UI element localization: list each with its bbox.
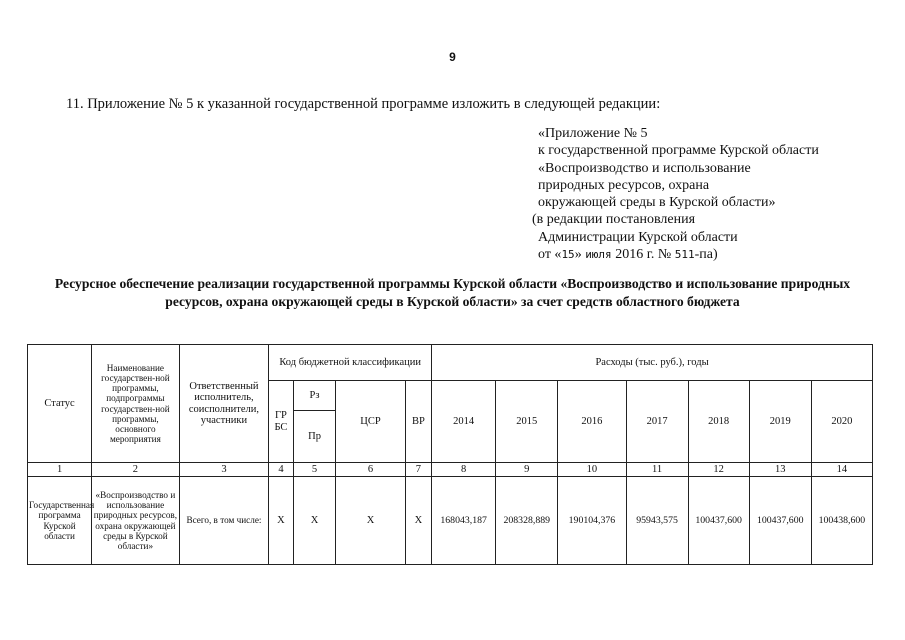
row-name: «Воспроизводство и использование природных ресурсов, охрана окружающей среды в Курской области» [92, 477, 180, 565]
header-year-2016: 2016 [558, 381, 626, 463]
date-mid: » [574, 247, 586, 263]
row-vr: Х [405, 477, 431, 565]
row-responsible: Всего, в том числе: [179, 477, 269, 565]
col-number: 4 [269, 463, 293, 477]
instruction-text: 11. Приложение № 5 к указанной государственной программе изложить в следующей редакции: [66, 96, 661, 112]
appendix-line-1: «Приложение № 5 [538, 126, 648, 141]
header-expenses: Расходы (тыс. руб.), годы [432, 345, 873, 381]
row-grbs: Х [269, 477, 293, 565]
resource-table [27, 344, 873, 565]
date-number: 511 [674, 248, 695, 262]
appendix-block [532, 125, 819, 263]
table-heading: Ресурсное обеспечение реализации государственной программы Курской области «Воспроизводство и использование природных ресурсов, охрана окружающей среды в Курской области» за счет средств областного бюджета [54, 276, 851, 309]
col-number: 12 [688, 463, 749, 477]
col-number: 3 [179, 463, 269, 477]
header-rz: Рз [293, 381, 336, 411]
header-year-2015: 2015 [496, 381, 558, 463]
row-value-2018: 100437,600 [688, 477, 749, 565]
header-grbs: ГР БС [269, 381, 293, 463]
col-number: 7 [405, 463, 431, 477]
date-prefix: от « [538, 247, 562, 263]
col-number: 10 [558, 463, 626, 477]
header-budget-code: Код бюджетной классификации [269, 345, 432, 381]
row-status: Государственная программа Курской области [28, 477, 92, 565]
row-value-2015: 208328,889 [496, 477, 558, 565]
header-year-2018: 2018 [688, 381, 749, 463]
col-number: 9 [496, 463, 558, 477]
row-rz-pr: Х [293, 477, 336, 565]
col-number: 8 [432, 463, 496, 477]
row-csr: Х [336, 477, 405, 565]
date-month: июля [585, 248, 612, 262]
page-number: 9 [449, 50, 456, 64]
header-year-2014: 2014 [432, 381, 496, 463]
col-number: 5 [293, 463, 336, 477]
header-responsible: Ответственный исполнитель, соисполнители, участники [179, 345, 269, 463]
col-number: 1 [28, 463, 92, 477]
date-year: 2016 г. № [611, 247, 675, 263]
header-vr: ВР [405, 381, 431, 463]
table-row [28, 477, 873, 565]
appendix-line-2: к государственной программе Курской области [538, 143, 819, 159]
appendix-date-line [532, 246, 819, 263]
appendix-line-7: Администрации Курской области [538, 229, 738, 245]
col-number: 14 [811, 463, 872, 477]
header-year-2019: 2019 [749, 381, 811, 463]
header-csr: ЦСР [336, 381, 405, 463]
header-year-2020: 2020 [811, 381, 872, 463]
appendix-line-3: «Воспроизводство и использование [538, 160, 751, 176]
row-value-2014: 168043,187 [432, 477, 496, 565]
row-value-2020: 100438,600 [811, 477, 872, 565]
date-suffix: -па) [694, 247, 718, 263]
col-number: 2 [92, 463, 180, 477]
appendix-line-4: природных ресурсов, охрана [538, 177, 710, 193]
col-number: 11 [626, 463, 688, 477]
appendix-line-5: окружающей среды в Курской области» [538, 195, 776, 211]
header-year-2017: 2017 [626, 381, 688, 463]
row-value-2017: 95943,575 [626, 477, 688, 565]
row-value-2016: 190104,376 [558, 477, 626, 565]
row-value-2019: 100437,600 [749, 477, 811, 565]
col-number: 6 [336, 463, 405, 477]
header-pr: Пр [293, 411, 336, 463]
appendix-line-6: (в редакции постановления [532, 212, 696, 228]
header-name: Наименование государствен-ной программы, подпрограммы государствен-ной программы, основного мероприятия [92, 345, 180, 463]
date-day: 15 [561, 248, 575, 262]
header-status: Статус [28, 345, 92, 463]
col-number: 13 [749, 463, 811, 477]
